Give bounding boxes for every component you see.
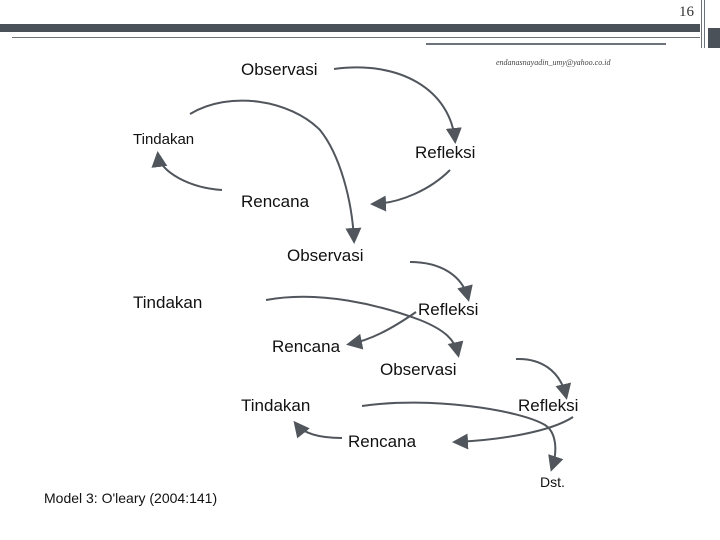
slide-number: 16 bbox=[679, 4, 694, 20]
label-tindakan-3: Tindakan bbox=[241, 396, 311, 415]
label-tindakan-1: Tindakan bbox=[133, 131, 195, 148]
arrow-observasi-to-refleksi-1 bbox=[334, 67, 455, 140]
label-tindakan-2: Tindakan bbox=[133, 293, 203, 312]
arrow-observasi-to-refleksi-2 bbox=[410, 262, 468, 298]
label-refleksi-3: Refleksi bbox=[518, 396, 579, 415]
model-credit: Model 3: O'leary (2004:141) bbox=[44, 490, 218, 506]
label-dst: Dst. bbox=[540, 474, 565, 490]
arrow-rencana-to-tindakan-3 bbox=[296, 424, 342, 438]
author-email: endanasnayadin_umy@yahoo.co.id bbox=[496, 58, 611, 67]
arrow-rencana-to-tindakan-1 bbox=[158, 155, 222, 190]
label-rencana-1: Rencana bbox=[241, 192, 310, 211]
arrow-refleksi-to-rencana-2 bbox=[350, 312, 416, 344]
arrow-refleksi-to-rencana-3 bbox=[456, 417, 573, 442]
arrow-tindakan-to-observasi-2 bbox=[190, 101, 354, 240]
label-observasi-1: Observasi bbox=[241, 60, 318, 79]
label-observasi-2: Observasi bbox=[287, 246, 364, 265]
label-refleksi-1: Refleksi bbox=[415, 143, 476, 162]
label-observasi-3: Observasi bbox=[380, 360, 457, 379]
arrow-refleksi-to-rencana-1 bbox=[374, 170, 450, 204]
arrow-observasi-to-refleksi-3 bbox=[516, 359, 566, 396]
label-rencana-3: Rencana bbox=[348, 432, 417, 451]
label-rencana-2: Rencana bbox=[272, 337, 341, 356]
label-refleksi-2: Refleksi bbox=[418, 300, 479, 319]
